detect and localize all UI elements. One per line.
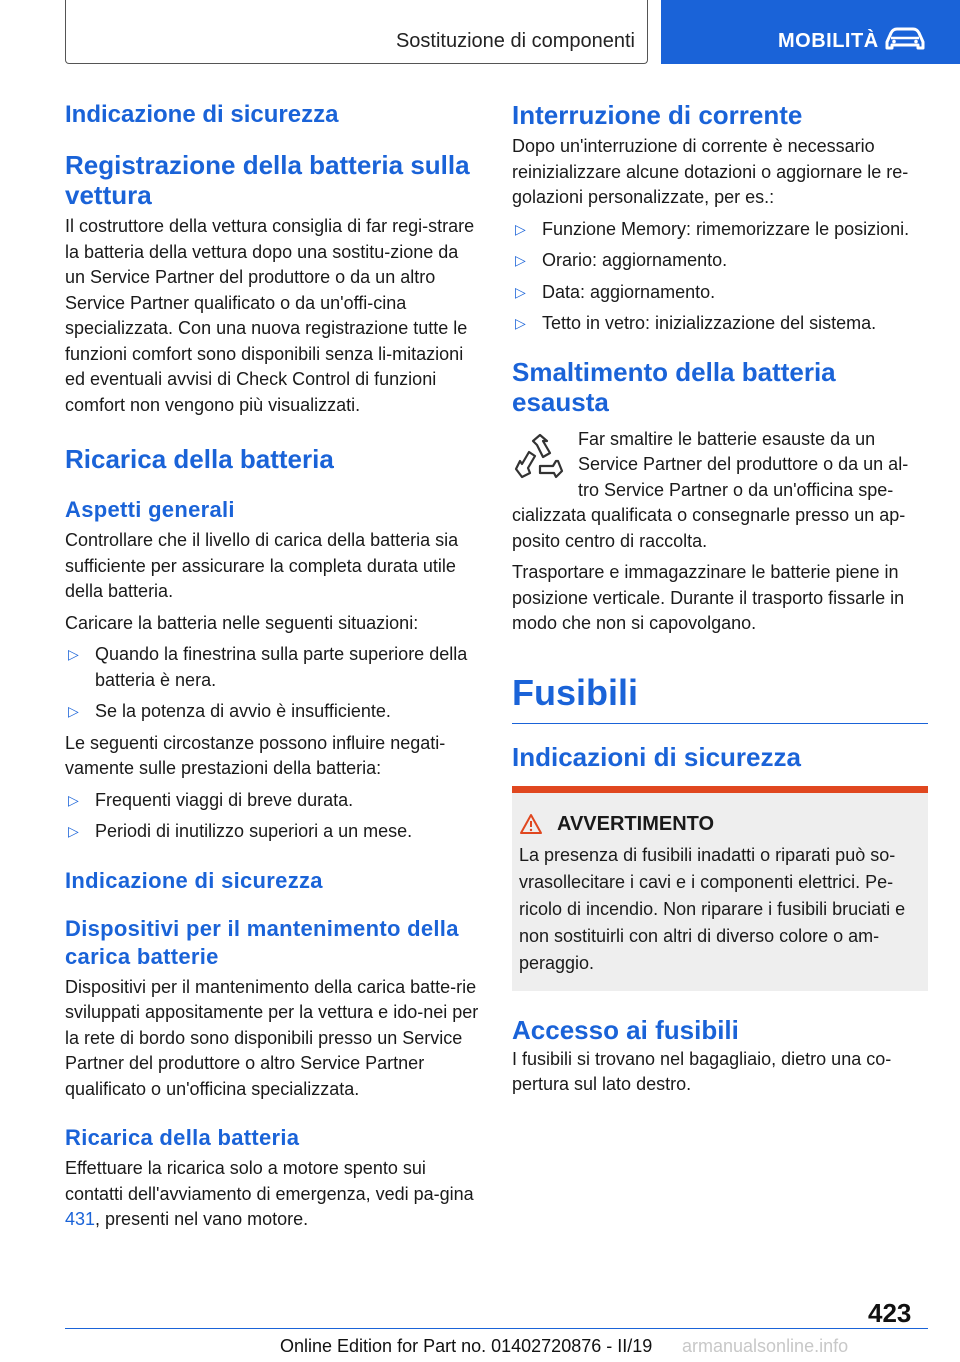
- list-item: ▷ Frequenti viaggi di breve durata.: [65, 788, 480, 814]
- heading-safety-2: Indicazione di sicurezza: [65, 867, 323, 893]
- heading-underline: [512, 723, 928, 724]
- list-item: ▷ Tetto in vetro: inizializzazione del sistema.: [512, 311, 928, 337]
- paragraph-general-1: Controllare che il livello di carica della batteria sia sufficiente per assicurare la completa durata utile della batteria.: [65, 530, 459, 601]
- heading-registration: Registrazione della batteria sulla vettura: [65, 150, 470, 210]
- heading-fuse-access: Accesso ai fusibili: [512, 1014, 739, 1045]
- paragraph-general-2: Caricare la batteria nelle seguenti situazioni:: [65, 612, 419, 633]
- list-item: ▷ Periodi di inutilizzo superiori a un mese.: [65, 819, 480, 845]
- list-charge-situations: [65, 642, 480, 725]
- warning-triangle-icon: [519, 813, 543, 835]
- header-tab: [65, 0, 648, 64]
- list-item: ▷ Funzione Memory: rimemorizzare le posizioni.: [512, 217, 928, 243]
- left-column: [65, 100, 480, 1239]
- heading-charging: Ricarica della batteria: [65, 444, 334, 474]
- triangle-bullet-icon: ▷: [515, 220, 526, 237]
- paragraph-maintainer: Dispositivi per il mantenimento della carica batte-rie sviluppati appositamente per la vettura e ido-nei per la rete di bordo sono disponibili presso un Service Partner del produttore o altro Service Partner qualificato o un'officina specializzata.: [65, 976, 479, 1099]
- triangle-bullet-icon: ▷: [68, 791, 79, 808]
- warning-box: [512, 786, 928, 991]
- heading-fuses: Fusibili: [512, 671, 638, 713]
- chapter-label: MOBILITÀ: [778, 30, 879, 52]
- triangle-bullet-icon: ▷: [68, 823, 79, 839]
- list-item: ▷ Quando la finestrina sulla parte superiore della batteria è nera.: [68, 644, 468, 690]
- chapter-banner: [661, 0, 960, 64]
- footer-rule: [65, 1328, 928, 1329]
- page-number: 423: [868, 1298, 912, 1328]
- paragraph-disposal-1: Far smaltire le batterie esauste da un Service Partner del produttore o da un al-tro Service Partner o da un'officina spe-cializzata qualificata o consegnarle presso un ap-posito centro di raccolta.: [512, 428, 909, 551]
- disposal-block: [512, 427, 928, 555]
- heading-general: Aspetti generali: [65, 497, 235, 522]
- paragraph-power: Dopo un'interruzione di corrente è necessario reinizializzare alcune dotazioni o aggiornare le re-golazioni personalizzate, per es.:: [512, 136, 909, 207]
- recycle-icon: [512, 431, 568, 487]
- paragraph-registration: Il costruttore della vettura consiglia di far regi-strare la batteria della vettura dopo una sostitu-zione da un Service Partner del produttore o da un altro Service Partner qualificato o da un'offi-cina specializzata. Con una nuova registrazione tutte le funzioni comfort sono disponibili senza li-mitazioni ed eventuali avvisi di Check Control di funzioni comfort non vengono più visualizzati.: [65, 216, 475, 415]
- heading-disposal: Smaltimento della batteria esausta: [512, 356, 836, 417]
- list-item: ▷ Data: aggiornamento.: [512, 280, 928, 306]
- paragraph-disposal-2: Trasportare e immagazzinare le batterie piene in posizione verticale. Durante il trasporto fissarle in modo che non si capovolgano.: [512, 562, 905, 633]
- warning-text: La presenza di fusibili inadatti o riparati può so-vrasollecitare i cavi e i componenti elettrici. Pe-ricolo di incendio. Non riparare i fusibili bruciati e non sostituirli con altri di diverso colore o am-peraggio.: [519, 844, 906, 973]
- heading-power-interruption: Interruzione di corrente: [512, 100, 803, 130]
- right-column: [512, 100, 928, 1104]
- heading-fuse-safety: Indicazioni di sicurezza: [512, 741, 801, 772]
- triangle-bullet-icon: ▷: [68, 703, 79, 719]
- triangle-bullet-icon: ▷: [515, 252, 526, 268]
- paragraph-general-3: Le seguenti circostanze possono influire negati-vamente sulle prestazioni della batteria:: [65, 732, 446, 778]
- paragraph-access: I fusibili si trovano nel bagagliaio, dietro una co-pertura sul lato destro.: [512, 1048, 892, 1094]
- heading-charging-2: Ricarica della batteria: [65, 1125, 300, 1150]
- heading-safety: Indicazione di sicurezza: [65, 101, 339, 128]
- warning-title: AVVERTIMENTO: [519, 813, 921, 836]
- footer-watermark: armanualsonline.info: [682, 1336, 849, 1356]
- heading-maintainer: Dispositivi per il mantenimento della carica batterie: [65, 915, 459, 969]
- triangle-bullet-icon: ▷: [515, 315, 526, 331]
- triangle-bullet-icon: ▷: [515, 283, 526, 300]
- list-reinit: [512, 217, 928, 337]
- page-link[interactable]: 431: [65, 1209, 96, 1229]
- list-item: ▷ Orario: aggiornamento.: [512, 248, 928, 274]
- car-icon: [883, 26, 927, 52]
- list-performance-factors: [65, 788, 480, 845]
- list-item: ▷ Se la potenza di avvio è insufficiente.: [65, 699, 480, 725]
- section-title: Sostituzione di componenti: [395, 30, 635, 52]
- footer-edition: Online Edition for Part no. 01402720876 - II/19: [280, 1336, 653, 1356]
- triangle-bullet-icon: ▷: [68, 646, 79, 662]
- paragraph-charging-2: Effettuare la ricarica solo a motore spento sui contatti dell'avviamento di emergenza, vedi pa-gina 431, presenti nel vano motore.: [65, 1158, 474, 1229]
